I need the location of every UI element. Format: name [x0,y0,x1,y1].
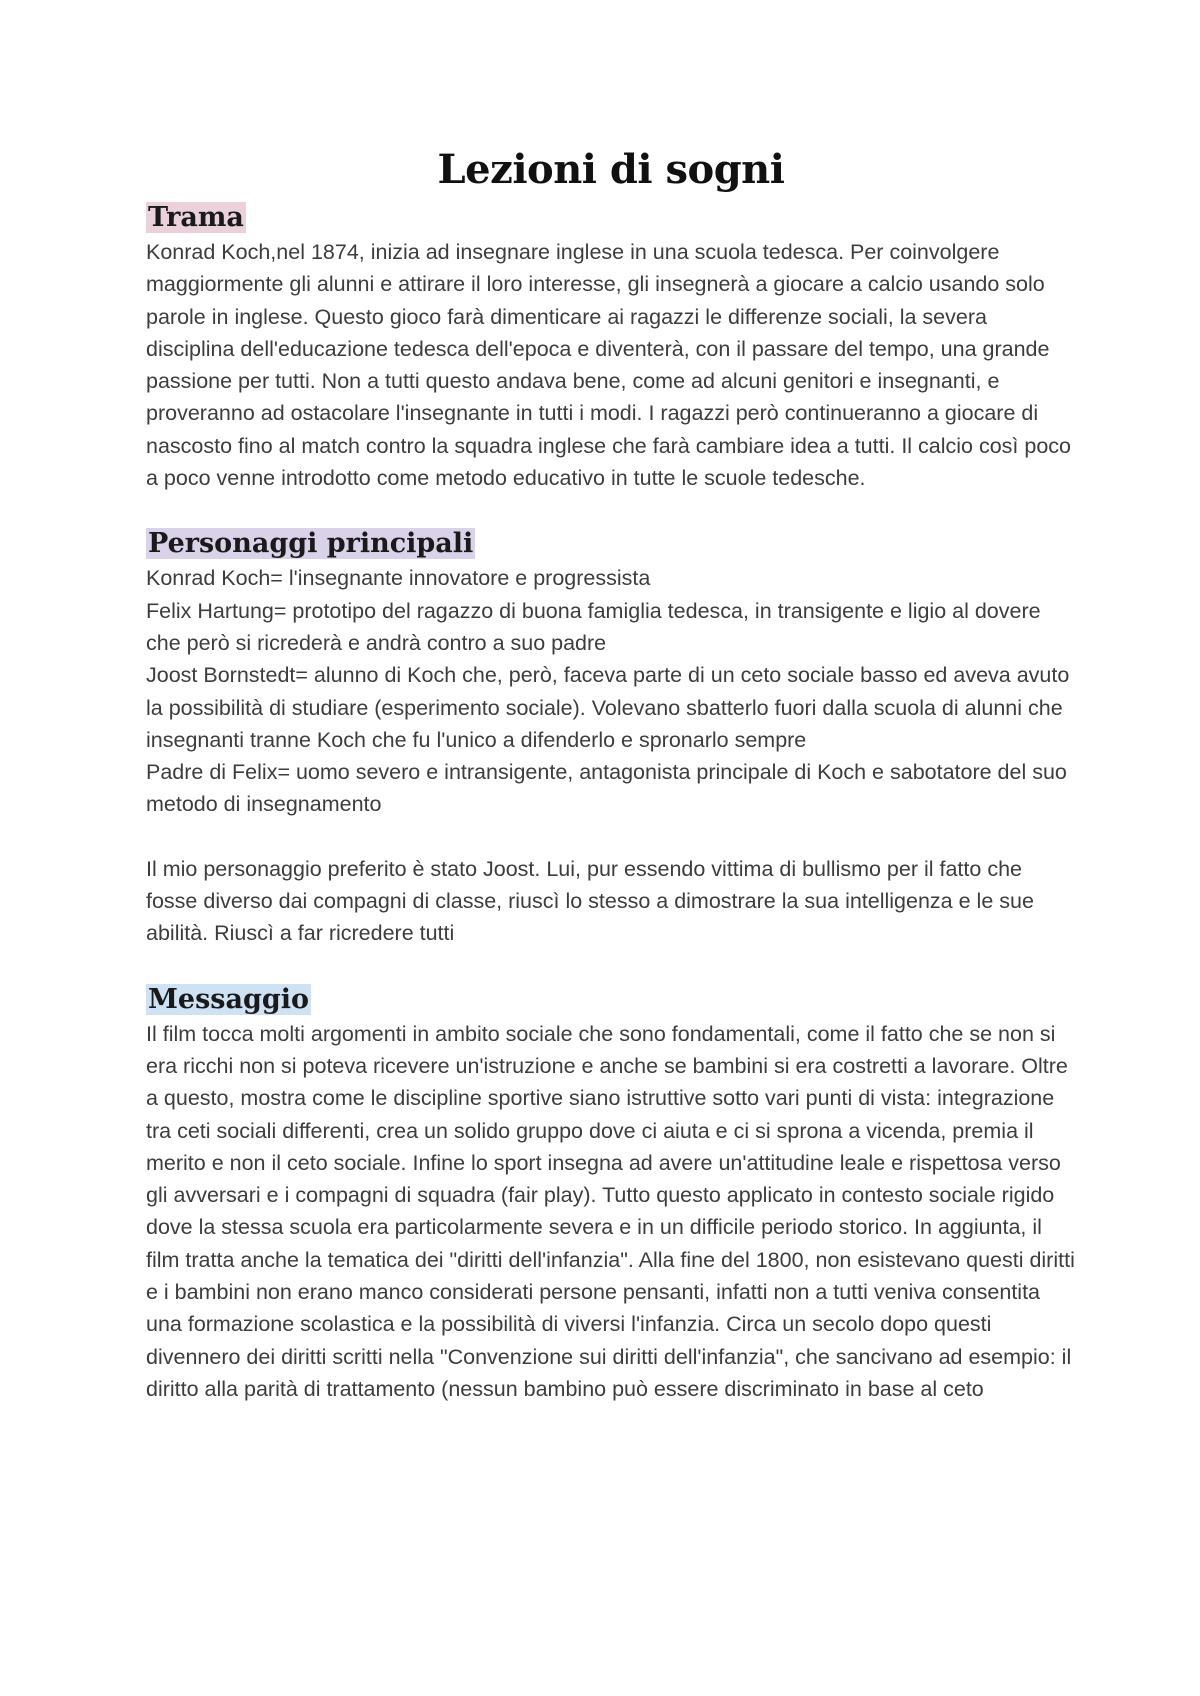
section-personaggi [146,526,1076,949]
character-felix-father: Padre di Felix= uomo severo e intransigente, antagonista principale di Koch e sabotatore del suo metodo di insegnamento [146,760,1067,817]
spacer [146,950,1076,982]
document-title: Lezioni di sogni [437,146,785,193]
document-page [146,140,1076,1405]
section-trama [146,200,1076,494]
heading-text-messaggio: Messaggio [148,983,309,1015]
section-heading-personaggi [146,526,1076,562]
trama-paragraph: Konrad Koch,nel 1874, inizia ad insegnare inglese in una scuola tedesca. Per coinvolgere maggiormente gli alunni e attirare il loro interesse, gli insegnerà a giocare a calcio usando solo parole in inglese. Questo gioco farà dimenticare ai ragazzi le differenze sociali, la severa disciplina dell'educazione tedesca dell'epoca e diventerà, con il passare del tempo, una grande passione per tutti. Non a tutti questo andava bene, come ad alcuni genitori e insegnanti, e proveranno ad ostacolare l'insegnante in tutti i modi. I ragazzi però continueranno a giocare di nascosto fino al match contro la squadra inglese che farà cambiare idea a tutti. Il calcio così poco a poco venne introdotto come metodo educativo in tutte le scuole tedesche. [146,240,1072,491]
character-koch: Konrad Koch= l'insegnante innovatore e progressista [146,566,651,591]
spacer [146,821,1076,853]
heading-text-personaggi: Personaggi principali [148,528,474,560]
favorite-character-paragraph: Il mio personaggio preferito è stato Joost. Lui, pur essendo vittima di bullismo per il fatto che fosse diverso dai compagni di classe, riuscì lo stesso a dimostrare la sua intelligenza e le sue abilità. Riuscì a far ricredere tutti [146,856,1034,946]
character-felix: Felix Hartung= prototipo del ragazzo di buona famiglia tedesca, in transigente e ligio al dovere che però si ricrederà e andrà contro a suo padre [146,598,1041,655]
section-messaggio [146,982,1076,1406]
section-heading-trama [146,200,1076,236]
heading-text-trama: Trama [148,202,244,233]
character-joost: Joost Bornstedt= alunno di Koch che, però, faceva parte di un ceto sociale basso ed aveva avuto la possibilità di studiare (esperimento sociale). Volevano sbatterlo fuori dalla scuola di alunni che insegnanti tranne Koch che fu l'unico a difenderlo e spronarlo sempre [146,663,1070,752]
spacer [146,494,1076,526]
messaggio-paragraph: Il film tocca molti argomenti in ambito sociale che sono fondamentali, come il fatto che se non si era ricchi non si poteva ricevere un'istruzione e anche se bambini si era costretti a lavorare. Oltre a questo, mostra come le discipline sportive siano istruttive sotto vari punti di vista: integrazione tra ceti sociali differenti, crea un solido gruppo dove ci aiuta e ci si sprona a vicenda, premia il merito e non il ceto sociale. Infine lo sport insegna ad avere un'attitudine leale e rispettosa verso gli avversari e i compagni di squadra (fair play). Tutto questo applicato in contesto sociale rigido dove la stessa scuola era particolarmente severa e in un difficile periodo storico. In aggiunta, il film tratta anche la tematica dei "diritti dell'infanzia". Alla fine del 1800, non esistevano questi diritti e i bambini non erano manco considerati persone pensanti, infatti non a tutti veniva consentita una formazione scolastica e la possibilità di viversi l'infanzia. Circa un secolo dopo questi divennero dei diritti scritti nella "Convenzione sui diritti dell'infanzia", che sancivano ad esempio: il diritto alla parità di trattamento (nessun bambino può essere discriminato in base al ceto [146,1021,1075,1401]
section-heading-messaggio [146,982,1076,1018]
